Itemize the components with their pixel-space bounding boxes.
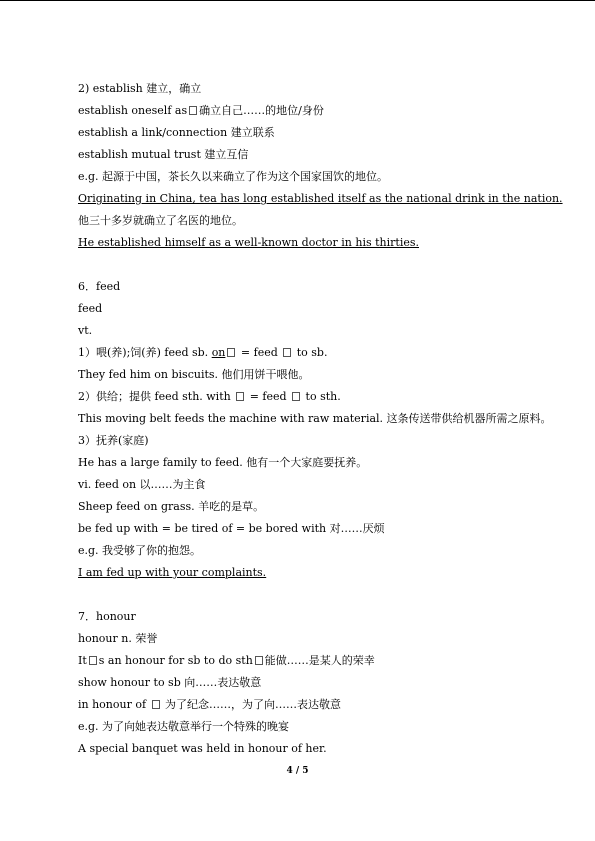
text: 确立自己……的地位/身份 (199, 104, 324, 117)
page-number: 4 / 5 (286, 766, 309, 776)
page-top-rule (0, 0, 595, 1)
meaning-2 (78, 386, 538, 408)
establish-trust-line: establish mutual trust 建立互信 (78, 148, 249, 161)
text-underlined: on (211, 346, 226, 359)
example-3: He has a large family to feed. 他有一个大家庭要抚养。 (78, 456, 368, 469)
text: 为了纪念……，为了向……表达敬意 (161, 698, 342, 711)
missing-glyph-box (283, 348, 291, 357)
example-cn: e.g. 我受够了你的抱怨。 (78, 544, 202, 557)
phrase: be fed up with = be tired of = be bored with 对……厌烦 (78, 522, 385, 535)
part-of-speech: vt. (78, 324, 93, 337)
text: 能做……是某人的荣幸 (264, 654, 375, 667)
establish-link-line: establish a link/connection 建立联系 (78, 126, 275, 139)
missing-glyph-box (189, 106, 197, 115)
text: 2）供给；提供 feed sth. with (78, 390, 235, 403)
establish-oneself-line (78, 100, 538, 122)
meaning-1 (78, 342, 538, 364)
missing-glyph-box (152, 700, 160, 709)
text: = feed (246, 390, 291, 403)
text: to sb. (293, 346, 328, 359)
example-en-2: He established himself as a well-known doctor in his thirties. (78, 236, 419, 249)
example-en: I am fed up with your complaints. (78, 566, 267, 579)
example-cn: e.g. 为了向她表达敬意举行一个特殊的晚宴 (78, 720, 290, 733)
honour-usage-2: show honour to sb 向……表达敬意 (78, 676, 262, 689)
section-2-heading: 2) establish 建立，确立 (78, 82, 202, 95)
honour-usage-1 (78, 650, 538, 672)
section-7-heading: 7．honour (78, 610, 136, 623)
section-6-heading: 6．feed (78, 280, 121, 293)
honour-usage-3 (78, 694, 538, 716)
example-en: Originating in China, tea has long established itself as the national drink in the nation. (78, 192, 563, 205)
text: in honour of (78, 698, 150, 711)
missing-glyph-box (227, 348, 235, 357)
word: feed (78, 302, 103, 315)
vi-usage: vi. feed on 以……为主食 (78, 478, 206, 491)
word: honour n. 荣誉 (78, 632, 158, 645)
missing-glyph-box (236, 392, 244, 401)
example-2: This moving belt feeds the machine with raw material. 这条传送带供给机器所需之原料。 (78, 412, 552, 425)
text: establish oneself as (78, 104, 188, 117)
meaning-3: 3）抚养(家庭) (78, 434, 149, 447)
example-4: Sheep feed on grass. 羊吃的是草。 (78, 500, 265, 513)
spacer (78, 254, 538, 276)
example-en: A special banquet was held in honour of her. (78, 742, 327, 755)
missing-glyph-box (292, 392, 300, 401)
text: = feed (237, 346, 282, 359)
missing-glyph-box (255, 656, 263, 665)
text: It (78, 654, 87, 667)
example-cn: e.g. 起源于中国，茶长久以来确立了作为这个国家国饮的地位。 (78, 170, 389, 183)
text: s an honour for sb to do sth (98, 654, 253, 667)
spacer (78, 584, 538, 606)
example-cn-2: 他三十多岁就确立了名医的地位。 (78, 214, 243, 227)
document-body (78, 78, 563, 760)
text: 1）喂(养);饲(养) feed sb. (78, 346, 212, 359)
text: to sth. (302, 390, 341, 403)
missing-glyph-box (89, 656, 97, 665)
example-1: They fed him on biscuits. 他们用饼干喂他。 (78, 368, 310, 381)
